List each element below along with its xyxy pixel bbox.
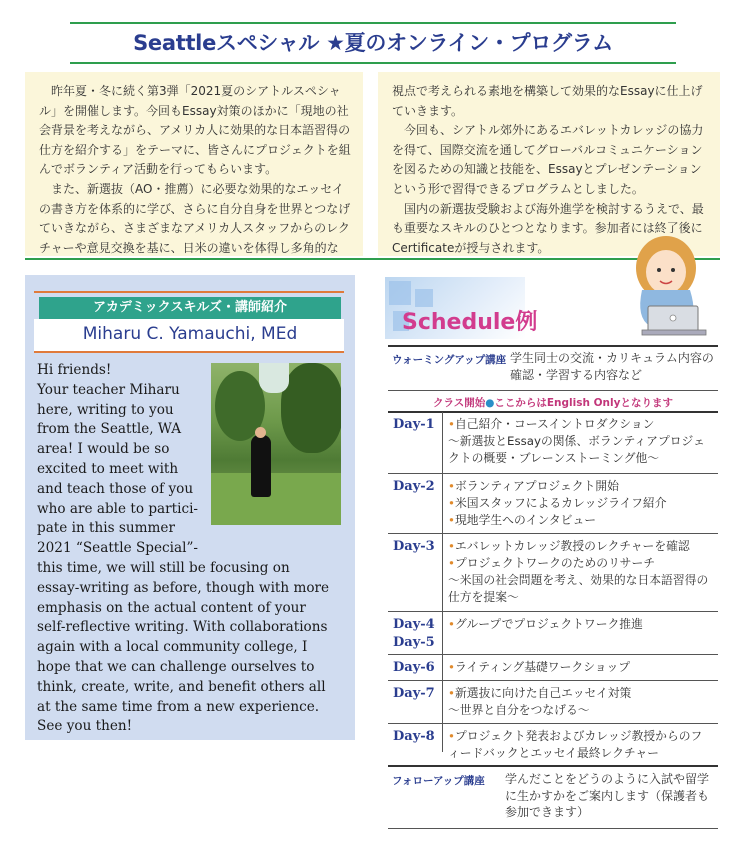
intro-left-paragraph-1: 昨年夏・冬に続く第3弾「2021夏のシアトルスペシャル」を開催します。今回もEssay対策のほかに「現地の社会背景を考えながら、アメリカ人に効果的な日本語習得の仕方を紹介する」をテーマに、皆さんにプロジェクトを組んでボランティア活動を行ってもらいます。	[39, 84, 351, 177]
student-laptop-illustration	[628, 228, 712, 338]
instructor-message	[37, 361, 349, 737]
intro-right-paragraph-1: 視点で考えられる素地を構築して効果的なEssayに仕上げていきます。	[392, 84, 703, 118]
class-start-label: クラス開始	[433, 397, 486, 409]
schedule-rule	[388, 611, 718, 612]
day-item: •自己紹介・コースイントロダクション	[448, 417, 655, 431]
message-line: this time, we will still be focusing on	[37, 559, 290, 576]
day-item-detail: ィードバックとエッセイ最終レクチャー	[448, 746, 659, 760]
day-content	[448, 728, 718, 762]
message-line: again with a local community college, I	[37, 639, 308, 656]
bullet-icon: •	[448, 729, 455, 743]
day-row-8	[388, 725, 718, 765]
intro-right-paragraph-2: 今回も、シアトル郊外にあるエバレットカレッジの協力を得て、国際交流を通してグローバルコミュニケーションを図るための知識と技能を、Essayとプレゼンテーションという形で習得できるプログラムとしました。	[392, 123, 704, 196]
day-item: •新選抜に向けた自己エッセイ対策	[448, 686, 632, 700]
day-content	[448, 685, 718, 719]
day-label: Day-8	[393, 729, 435, 744]
star-icon: ★	[326, 31, 345, 55]
message-line: emphasis on the actual content of your	[37, 599, 306, 616]
schedule-title: Schedule例	[402, 310, 538, 335]
day-label: Day-6	[393, 660, 435, 675]
message-line: See you then!	[37, 718, 133, 735]
instructor-name: Miharu C. Yamauchi, MEd	[82, 324, 298, 344]
day-row-7	[388, 682, 718, 722]
day-label: Day-4	[393, 617, 435, 632]
day-content	[448, 659, 718, 676]
message-line: excited to meet with	[37, 460, 179, 477]
page-title	[70, 27, 676, 57]
day-item: •ライティング基礎ワークショップ	[448, 660, 631, 674]
section-divider	[25, 258, 720, 260]
day-row-1	[388, 413, 718, 471]
schedule-rule	[388, 390, 718, 391]
followup-text: 学んだことをどうのように入試や留学に生かすかをご案内します（保護者も参加できます）	[505, 772, 710, 819]
message-line: think, create, write, and benefit others all	[37, 678, 326, 695]
day-item-detail: 仕方を提案〜	[448, 590, 519, 604]
intro-left-box	[25, 72, 363, 256]
day-row-3	[388, 535, 718, 609]
schedule-rule	[388, 473, 718, 474]
message-line: and teach those of you	[37, 480, 194, 497]
bullet-icon: •	[448, 539, 455, 553]
message-line: hope that we can challenge ourselves to	[37, 658, 315, 675]
class-start-text: ここからはEnglish Onlyとなります	[494, 397, 673, 409]
day-label: Day-2	[393, 479, 435, 494]
message-line: area! I would be so	[37, 441, 170, 458]
warmup-label: ウォーミングアップ講座	[392, 354, 507, 366]
day-item-detail: 〜米国の社会問題を考え、効果的な日本語習得の	[448, 573, 709, 587]
title-top-rule	[70, 22, 676, 24]
schedule-rule	[388, 533, 718, 534]
day-row-2	[388, 475, 718, 531]
day-content	[448, 616, 718, 633]
message-line: 2021 “Seattle Special”-	[37, 540, 198, 557]
dot-icon: ●	[485, 397, 495, 409]
message-line: who are able to partici-	[37, 500, 199, 517]
schedule-rule	[388, 345, 718, 347]
message-line: essay-writing as before, though with more	[37, 579, 330, 596]
bullet-icon: •	[448, 496, 455, 510]
schedule-rule	[388, 654, 718, 655]
message-line: self-reflective writing. With collaborations	[37, 619, 328, 636]
message-line: from the Seattle, WA	[37, 421, 182, 438]
title-part-a: スペシャル	[216, 31, 320, 55]
day-item: •現地学生へのインタビュー	[448, 513, 597, 527]
message-line: at the same time from a new experience.	[37, 698, 320, 715]
day-row-4-5	[388, 613, 718, 653]
followup-label: フォローアップ講座	[392, 775, 485, 787]
message-line: here, writing to you	[37, 401, 174, 418]
day-item: •ボランティアプロジェクト開始	[448, 479, 619, 493]
schedule-rule	[388, 765, 718, 767]
bullet-icon: •	[448, 556, 455, 570]
day-content	[448, 416, 718, 467]
day-label: Day-5	[393, 635, 435, 650]
warmup-text: 学生同士の交流・カリキュラム内容の確認・学習する内容など	[510, 351, 714, 382]
day-item-detail: 〜世界と自分をつなげる〜	[448, 703, 590, 717]
day-item: •グループでプロジェクトワーク推進	[448, 617, 643, 631]
instructor-top-rule	[34, 291, 344, 293]
schedule-rule	[388, 723, 718, 724]
message-line: pate in this summer	[37, 520, 175, 537]
intro-left-paragraph-2: また、新選抜（AO・推薦）に必要な効果的なエッセイの書き方を体系的に学び、さらに自分自身を世界とつなげていきながら、さまざまなアメリカ人スタッフからのレクチャーや意見交換を基に、日米の違いを体得し多角的な	[39, 181, 351, 255]
instructor-heading: アカデミックスキルズ・講師紹介	[39, 297, 341, 319]
instructor-name-rule	[34, 351, 344, 353]
bullet-icon: •	[448, 479, 455, 493]
class-start-note	[388, 395, 718, 410]
instructor-box	[25, 275, 355, 740]
day-label: Day-3	[393, 539, 435, 554]
day-content	[448, 538, 718, 606]
intro-right-paragraph-3: 国内の新選抜受験および海外進学を検討するうえで、最も重要なスキルのひとつとなります。参加者には終了後にCertificateが授与されます。	[392, 201, 704, 255]
day-item: •プロジェクトワークのためのリサーチ	[448, 556, 656, 570]
day-label: Day-1	[393, 417, 435, 432]
message-line: Hi friends!	[37, 362, 112, 378]
day-row-6	[388, 656, 718, 680]
bullet-icon: •	[448, 513, 455, 527]
title-part-b: 夏のオンライン・プログラム	[344, 31, 613, 55]
day-item: •エバレットカレッジ教授のレクチャーを確認	[448, 539, 690, 553]
bullet-icon: •	[448, 617, 455, 631]
day-item-detail: 〜新選抜とEssayの関係、ボランティアプロジェ	[448, 434, 705, 448]
day-content	[448, 478, 718, 529]
day-item: •プロジェクト発表およびカレッジ教授からのフ	[448, 729, 703, 743]
bullet-icon: •	[448, 417, 455, 431]
message-line: Your teacher Miharu	[37, 381, 180, 398]
page-title-block	[70, 22, 676, 66]
day-item: •米国スタッフによるカレッジライフ紹介	[448, 496, 667, 510]
bullet-icon: •	[448, 660, 455, 674]
day-item-detail: クトの概要・ブレーンストーミング他〜	[448, 451, 660, 465]
schedule-rule	[388, 680, 718, 681]
title-bottom-rule	[70, 62, 676, 64]
title-brand: Seattle	[133, 31, 217, 55]
day-label: Day-7	[393, 686, 435, 701]
schedule-rule	[388, 828, 718, 829]
bullet-icon: •	[448, 686, 455, 700]
header-block	[389, 281, 411, 305]
